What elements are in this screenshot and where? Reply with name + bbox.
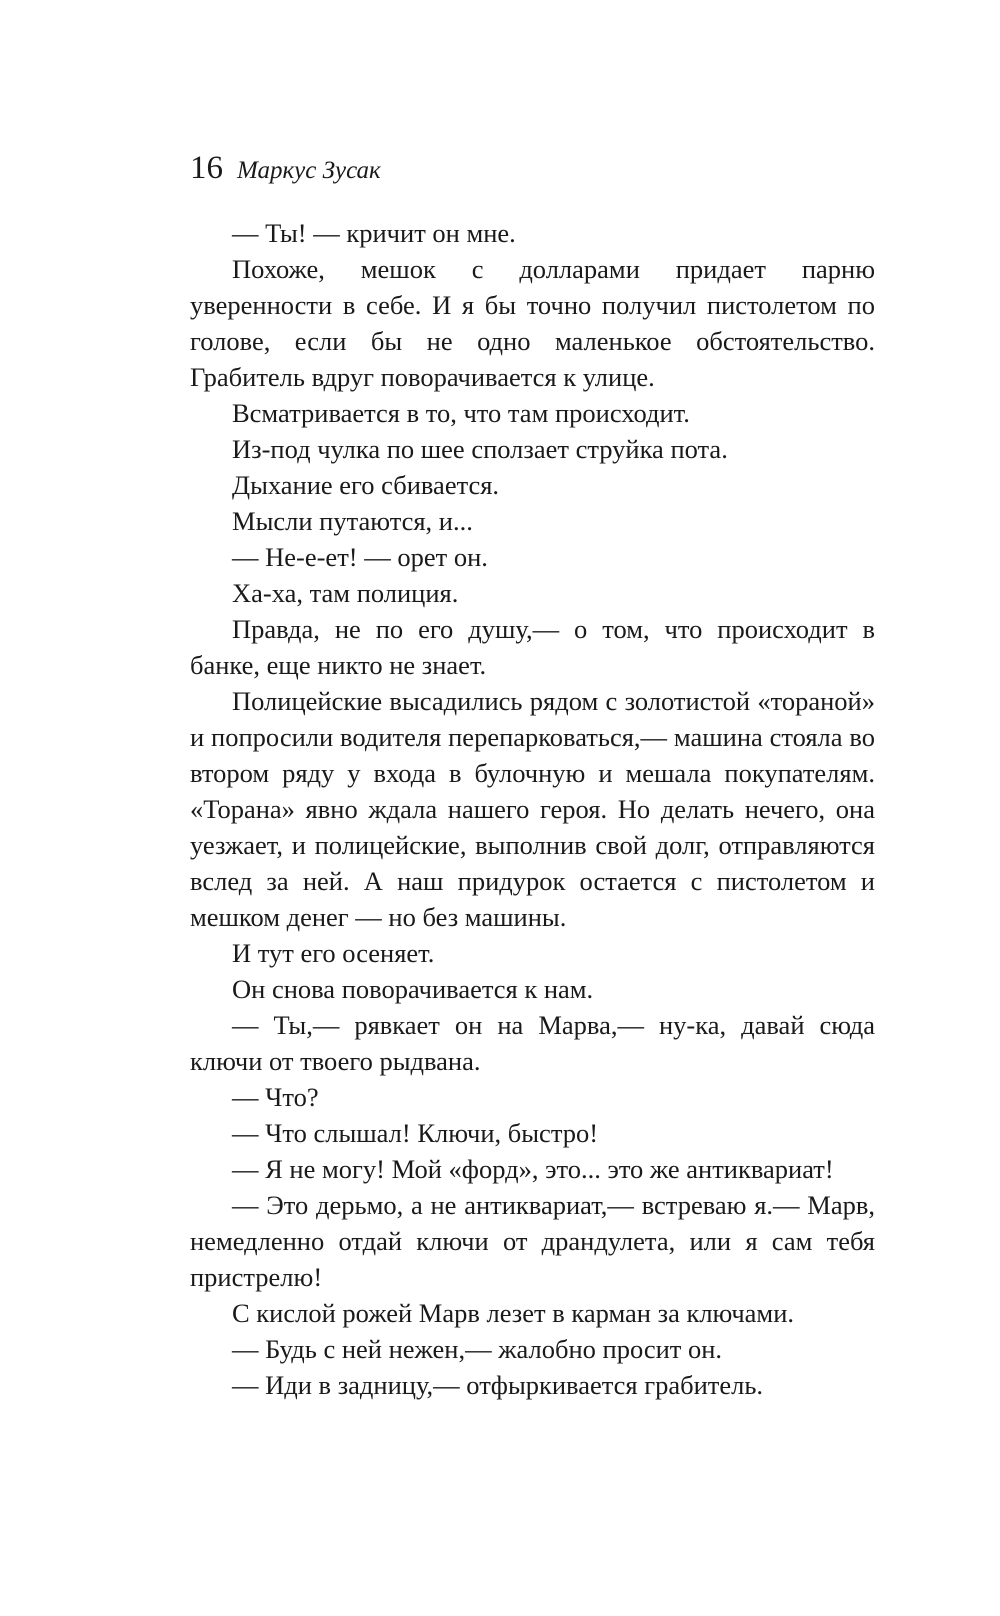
paragraph: Он снова поворачивается к нам. xyxy=(232,974,594,1004)
paragraph: Похоже, мешок с долларами придает парню уверенности в себе. И я бы точно получил пистолетом по голове, если бы не одно маленькое обстоятельство. Грабитель вдруг поворачивается к улице. xyxy=(190,254,875,392)
paragraph: Дыхание его сбивается. xyxy=(232,470,500,500)
paragraph: С кислой рожей Марв лезет в карман за ключами. xyxy=(232,1298,795,1328)
paragraph: — Ты,— рявкает он на Марва,— ну-ка, давай сюда ключи от твоего рыдвана. xyxy=(190,1010,875,1076)
paragraph: — Что? xyxy=(232,1082,319,1112)
paragraph: Мысли путаются, и... xyxy=(232,506,473,536)
paragraph: — Иди в задницу,— отфыркивается грабитель. xyxy=(232,1370,764,1400)
paragraph: Правда, не по его душу,— о том, что происходит в банке, еще никто не знает. xyxy=(190,614,875,680)
paragraph: — Что слышал! Ключи, быстро! xyxy=(232,1118,599,1148)
paragraph: Ха-ха, там полиция. xyxy=(232,578,459,608)
paragraph: Полицейские высадились рядом с золотистой «тораной» и попросили водителя перепарковаться,— машина стояла во втором ряду у входа в булочную и мешала покупателям. «Торана» явно ждала нашего героя. Но делать нечего, она уезжает, и полицейские, выполнив свой долг, отправляются вслед за ней. А наш придурок остается с пистолетом и мешком денег — но без машины. xyxy=(190,686,875,932)
paragraph: — Ты! — кричит он мне. xyxy=(232,218,516,248)
paragraph: — Это дерьмо, а не антиквариат,— встреваю я.— Марв, немедленно отдай ключи от драндулета, или я сам тебя пристрелю! xyxy=(190,1190,875,1292)
paragraph: — Будь с ней нежен,— жалобно просит он. xyxy=(232,1334,723,1364)
paragraph: — Я не могу! Мой «форд», это... это же антиквариат! xyxy=(232,1154,834,1184)
paragraph: И тут его осеняет. xyxy=(232,938,435,968)
page-number: 16 xyxy=(190,150,223,186)
body-text xyxy=(190,215,875,1403)
paragraph: Всматривается в то, что там происходит. xyxy=(232,398,690,428)
paragraph: — Не-е-ет! — орет он. xyxy=(232,542,488,572)
running-head xyxy=(190,150,381,194)
paragraph: Из-под чулка по шее сползает струйка пота. xyxy=(232,434,728,464)
running-head-author: Маркус Зусак xyxy=(237,157,381,184)
